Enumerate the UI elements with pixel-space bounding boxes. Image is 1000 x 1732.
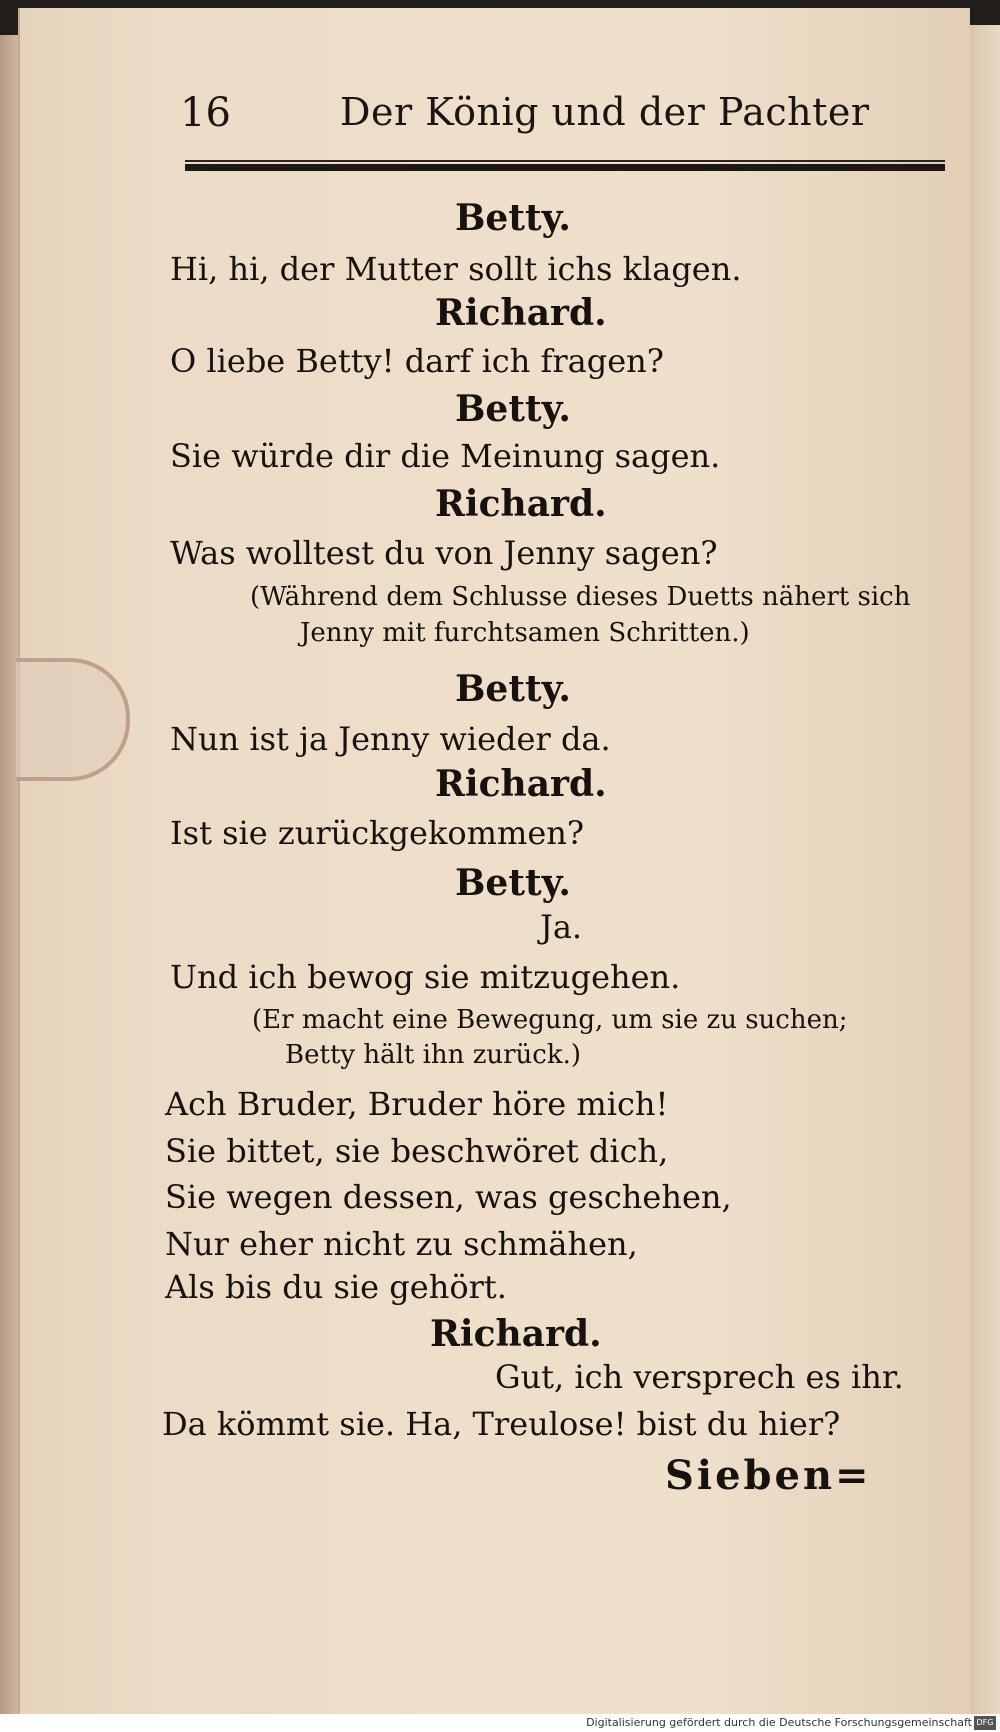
verse-line: Sie wegen dessen, was geschehen, — [165, 1178, 732, 1216]
speaker-label: Betty. — [455, 668, 571, 710]
dfg-logo[interactable]: DFG — [974, 1716, 996, 1730]
header-rule-thin — [185, 160, 945, 162]
verse-line: Da kömmt sie. Ha, Treulose! bist du hier? — [162, 1405, 841, 1443]
verse-line: Was wolltest du von Jenny sagen? — [170, 534, 718, 572]
verse-line: Nun ist ja Jenny wieder da. — [170, 720, 611, 758]
speaker-label: Richard. — [435, 292, 607, 334]
verse-line: Als bis du sie gehört. — [165, 1268, 507, 1306]
stage-direction: (Er macht eine Bewegung, um sie zu suchen; — [252, 1005, 848, 1035]
speaker-label: Richard. — [430, 1313, 602, 1355]
verse-line: Sie bittet, sie beschwöret dich, — [165, 1132, 669, 1170]
running-title: Der König und der Pachter — [340, 90, 870, 134]
verse-line: Und ich bewog sie mitzugehen. — [170, 958, 681, 996]
speaker-label: Betty. — [455, 197, 571, 239]
facing-page-edge — [965, 25, 1000, 1732]
verse-line: Ach Bruder, Bruder höre mich! — [165, 1085, 669, 1123]
verse-line: Ja. — [540, 908, 583, 946]
verse-line: Sie würde dir die Meinung sagen. — [170, 437, 721, 475]
stage-direction: (Während dem Schlusse dieses Duetts nähert sich — [250, 582, 911, 612]
verse-line: Hi, hi, der Mutter sollt ichs klagen. — [170, 250, 742, 288]
page-header — [180, 90, 960, 150]
digitization-credit: Digitalisierung gefördert durch die Deutsche Forschungsgemeinschaft — [586, 1716, 972, 1729]
verse-line: O liebe Betty! darf ich fragen? — [170, 342, 664, 380]
speaker-label: Betty. — [455, 388, 571, 430]
stage-direction: Jenny mit furchtsamen Schritten.) — [300, 618, 750, 648]
page-number: 16 — [180, 90, 231, 136]
header-rule — [185, 160, 945, 174]
page-clip — [16, 658, 130, 781]
speaker-label: Richard. — [435, 483, 607, 525]
header-rule-thick — [185, 164, 945, 171]
catchword: Sieben= — [665, 1452, 872, 1499]
verse-line: Nur eher nicht zu schmähen, — [165, 1225, 638, 1263]
speaker-label: Betty. — [455, 862, 571, 904]
speaker-label: Richard. — [435, 763, 607, 805]
verse-line: Ist sie zurückgekommen? — [170, 814, 585, 852]
stage-direction: Betty hält ihn zurück.) — [285, 1040, 582, 1070]
verse-line: Gut, ich versprech es ihr. — [495, 1358, 904, 1396]
